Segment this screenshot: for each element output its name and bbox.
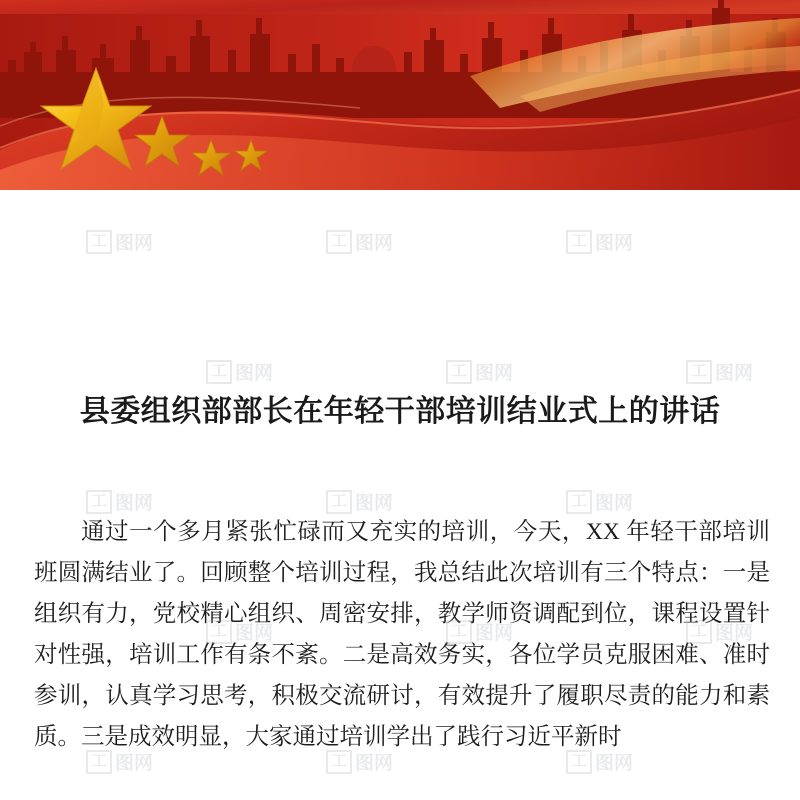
- watermark-label: 图网: [475, 363, 514, 384]
- watermark-logo-icon: 工: [446, 360, 472, 384]
- watermark: [326, 228, 393, 255]
- watermark-logo-icon: 工: [326, 490, 352, 514]
- watermark-logo-icon: 工: [566, 490, 592, 514]
- watermark-label: 图网: [115, 753, 154, 774]
- watermark: [446, 358, 513, 385]
- watermark-logo-icon: 工: [86, 230, 112, 254]
- watermark-label: 图网: [235, 363, 274, 384]
- watermark-label: 图网: [355, 753, 394, 774]
- banner-top-strip: [0, 0, 800, 14]
- watermark-logo-icon: 工: [446, 620, 472, 644]
- watermark: [86, 488, 153, 515]
- watermark-logo-icon: 工: [206, 360, 232, 384]
- watermark-label: 图网: [235, 623, 274, 644]
- watermark-logo-icon: 工: [566, 750, 592, 774]
- watermark-label: 图网: [715, 363, 754, 384]
- header-banner: [0, 0, 800, 196]
- watermark-logo-icon: 工: [566, 230, 592, 254]
- watermark-logo-icon: 工: [86, 750, 112, 774]
- watermark: [326, 488, 393, 515]
- watermark-logo-icon: 工: [206, 620, 232, 644]
- watermark-logo-icon: 工: [86, 490, 112, 514]
- watermark-label: 图网: [355, 233, 394, 254]
- watermark-label: 图网: [595, 233, 634, 254]
- watermark: [206, 358, 273, 385]
- watermark: [686, 358, 753, 385]
- watermark-logo-icon: 工: [326, 230, 352, 254]
- watermark-logo-icon: 工: [686, 360, 712, 384]
- watermark-label: 图网: [115, 493, 154, 514]
- document-paragraph: 通过一个多月紧张忙碌而又充实的培训，今天，XX 年轻干部培训班圆满结业了。回顾整个培训过程，我总结此次培训有三个特点：一是组织有力，党校精心组织、周密安排，教学师资调配到位，课程设置针对性强，培训工作有条不紊。二是高效务实，各位学员克服困难、准时参训，认真学习思考，积极交流研讨，有效提升了履职尽责的能力和素质。三是成效明显，大家通过培训学出了践行习近平新时: [34, 519, 770, 750]
- watermark-label: 图网: [595, 753, 634, 774]
- watermark-logo-icon: 工: [326, 750, 352, 774]
- banner-artwork: [0, 0, 800, 196]
- page-title: 县委组织部部长在年轻干部培训结业式上的讲话: [79, 395, 721, 428]
- banner-bottom-edge: [0, 190, 800, 196]
- watermark: [86, 228, 153, 255]
- watermark-label: 图网: [715, 623, 754, 644]
- watermark: [566, 228, 633, 255]
- watermark: [566, 488, 633, 515]
- watermark-label: 图网: [595, 493, 634, 514]
- watermark-logo-icon: 工: [686, 620, 712, 644]
- watermark-label: 图网: [115, 233, 154, 254]
- watermark-label: 图网: [475, 623, 514, 644]
- watermark-label: 图网: [355, 493, 394, 514]
